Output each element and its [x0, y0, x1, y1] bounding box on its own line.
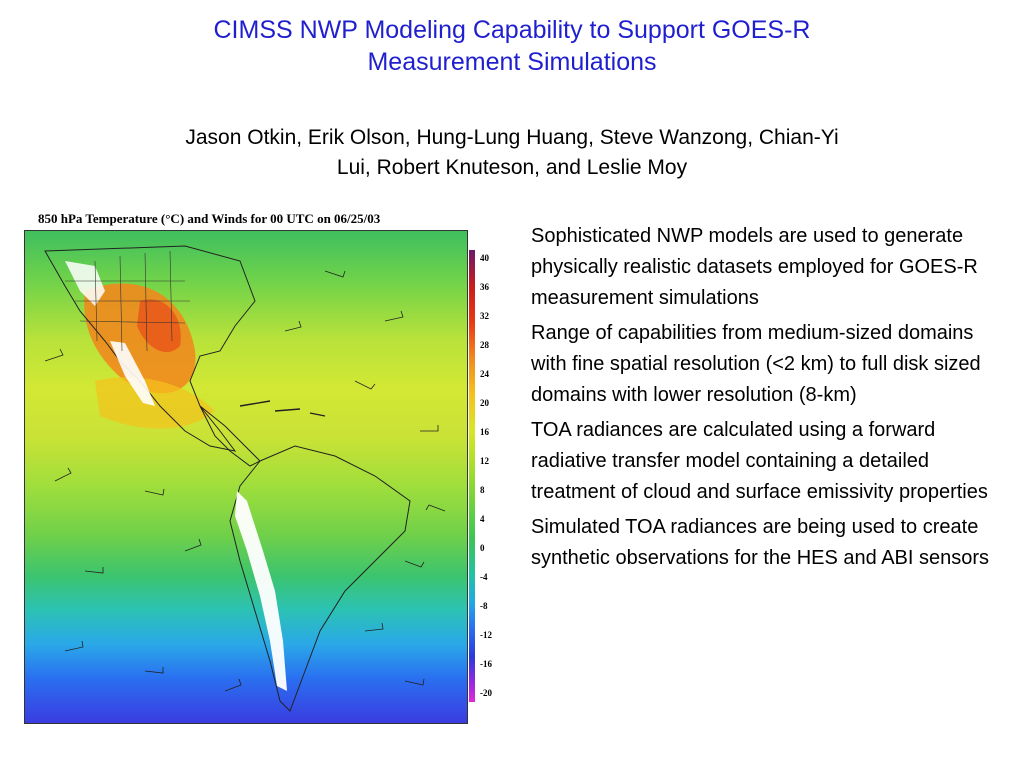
map-caption: 850 hPa Temperature (°C) and Winds for 00 UTC on 06/25/03 [38, 211, 381, 226]
author-list [0, 123, 1024, 183]
legend-tick: 12 [480, 456, 489, 466]
legend-tick: 40 [480, 253, 489, 263]
legend-tick: -8 [480, 601, 488, 611]
authors-line-1: Jason Otkin, Erik Olson, Hung-Lung Huang, Steve Wanzong, Chian-Yi [185, 126, 839, 149]
title-line-2: Measurement Simulations [367, 48, 657, 76]
legend-tick: 32 [480, 311, 489, 321]
bullet-2: Range of capabilities from medium-sized domains with fine spatial resolution (<2 km) to full disk sized domains with lower resolution (8-km) [531, 322, 981, 406]
bullet-1: Sophisticated NWP models are used to generate physically realistic datasets employed for GOES-R measurement simulations [531, 225, 978, 309]
bullet-3: TOA radiances are calculated using a forward radiative transfer model containing a detailed treatment of cloud and surface emissivity properties [531, 419, 988, 503]
legend-tick: 36 [480, 282, 489, 292]
bullet-4: Simulated TOA radiances are being used to create synthetic observations for the HES and ABI sensors [531, 516, 990, 569]
legend-tick: 4 [480, 514, 485, 524]
legend-tick: 8 [480, 485, 485, 495]
temperature-wind-map [24, 230, 468, 724]
legend-tick: -20 [480, 688, 492, 698]
andes-highland [235, 491, 287, 691]
warm-caribbean [95, 377, 215, 428]
bullet-list [531, 221, 1001, 578]
legend-tick: 28 [480, 340, 489, 350]
legend-tick: 16 [480, 427, 489, 437]
legend-tick: -16 [480, 659, 492, 669]
legend-tick: 0 [480, 543, 485, 553]
title-line-1: CIMSS NWP Modeling Capability to Support GOES-R [213, 16, 811, 44]
legend-tick: -4 [480, 572, 488, 582]
legend-tick: -12 [480, 630, 492, 640]
legend-tick: 24 [480, 369, 489, 379]
legend-tick: 20 [480, 398, 489, 408]
slide-title [0, 14, 1024, 78]
map-graphic [25, 231, 467, 723]
caribbean-islands [240, 401, 325, 416]
authors-line-2: Lui, Robert Knuteson, and Leslie Moy [336, 156, 688, 179]
temperature-legend-bar [469, 250, 475, 702]
